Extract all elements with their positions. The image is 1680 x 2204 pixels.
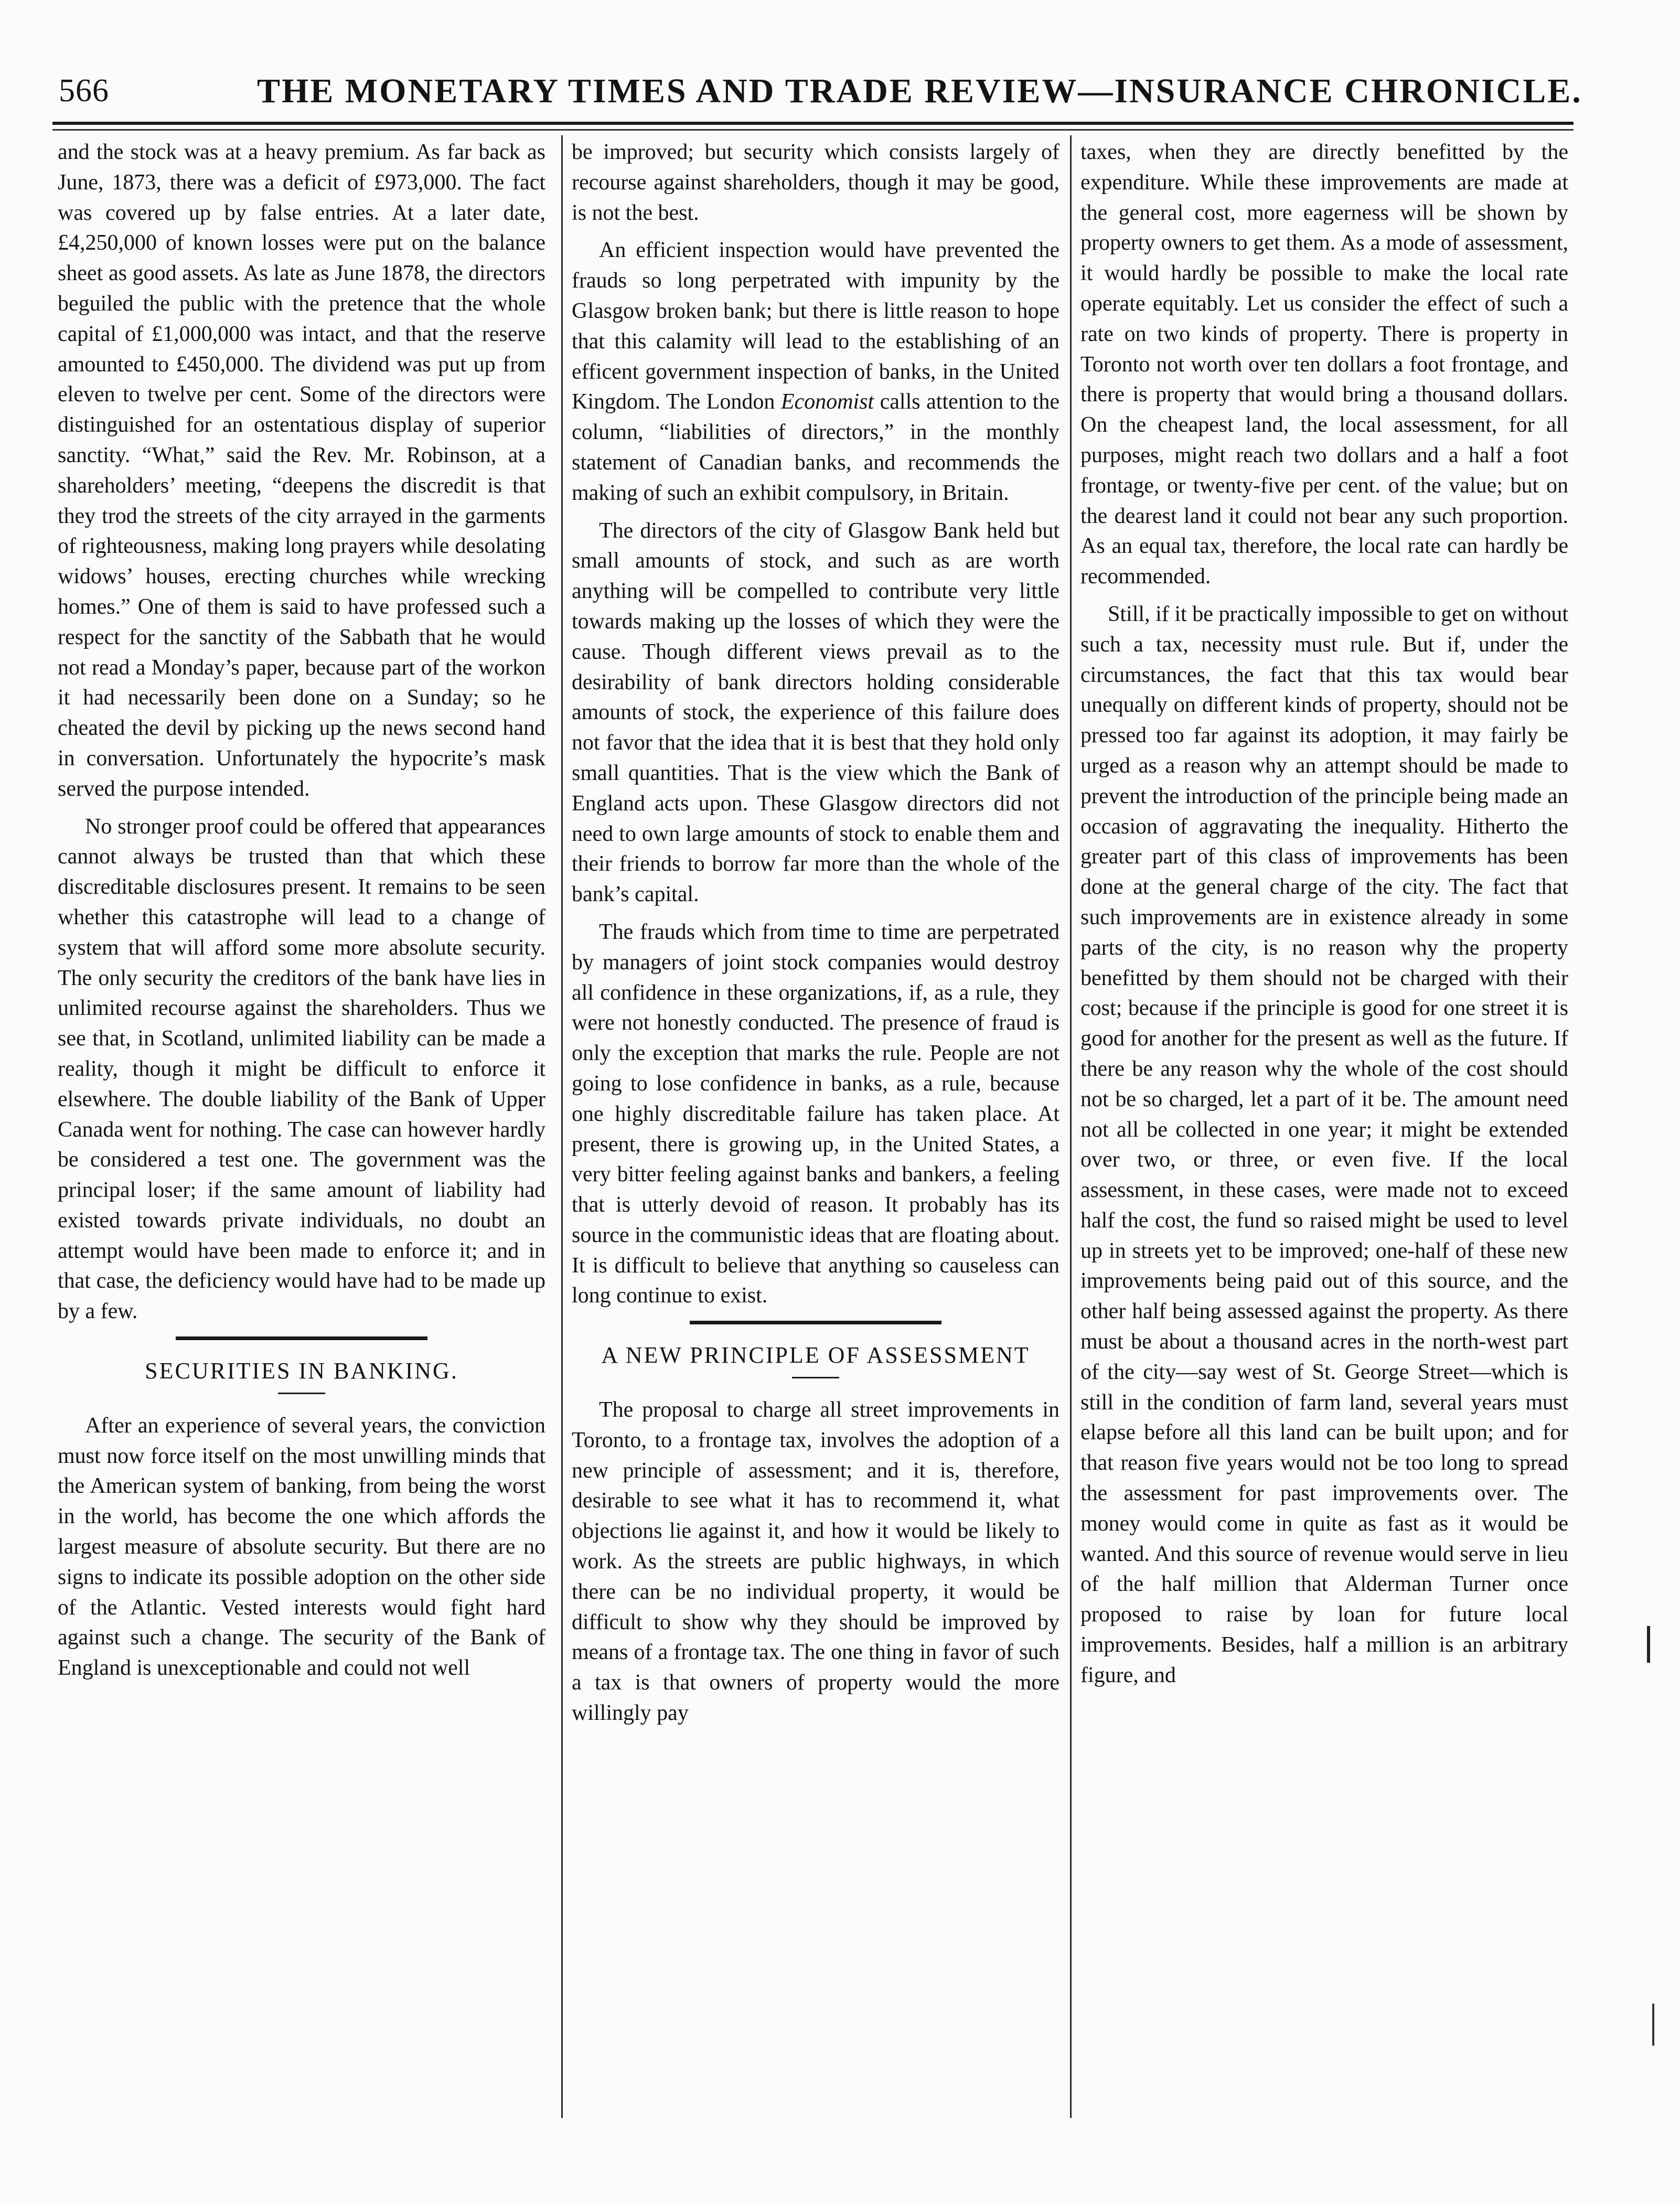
column-divider [561,135,563,2118]
paragraph [572,236,1060,508]
column-2 [572,137,1060,1736]
paragraph: The directors of the city of Glasgow Bank held but small amounts of stock, and such as are worth anything will be compelled to contribute very little towards making up the losses of which they were the cause. Though different views prevail as to the desirability of bank directors holding considerable amounts of stock, the experience of this failure does not favor that the idea that it is best that they hold only small quantities. That is the view which the Bank of England acts upon. These Glasgow directors did not need to own large amounts of stock to enable them and their friends to borrow far more than the whole of the bank’s capital. [572,518,1060,907]
paragraph: The proposal to charge all street improvements in Toronto, to a frontage tax, involves the adoption of a new principle of assessment; and it is, therefore, desirable to see what it has to recommend it, what objections lie against it, and how it would be likely to work. As the streets are public highways, in which there can be no individual property, it would be difficult to show why they should be improved by means of a frontage tax. The one thing in favor of such a tax is that owners of property would the more willingly pay [572,1398,1060,1726]
heading-underline [278,1393,325,1394]
column-3 [1080,137,1568,1698]
heading-underline [792,1377,839,1378]
section-separator [176,1336,427,1340]
paragraph-text: An efficient inspection would have prevented the frauds so long perpetrated with impunity by the Glasgow broken bank; but there is little reason to hope that this calamity will lead to the establishing of an efficent government inspection of banks, in the United Kingdom. The London [572,238,1060,414]
masthead-title: THE MONETARY TIMES AND TRADE REVIEW—INSURANCE CHRONICLE. [257,72,1582,110]
paragraph: No stronger proof could be offered that appearances cannot always be trusted than that which these discreditable disclosures present. It remains to be seen whether this catastrophe will lead to a change of system that will afford some more absolute security. The only security the creditors of the bank have lies in unlimited recourse against the shareholders. Thus we see that, in Scotland, unlimited liability can be made a reality, though it might be difficult to enforce it elsewhere. The double liability of the Bank of Upper Canada went for nothing. The case can however hardly be considered a test one. The government was the principal loser; if the same amount of liability had existed towards private individuals, no doubt an attempt would have been made to enforce it; and in that case, the deficiency would have had to be made up by a few. [58,814,545,1324]
header-rule [52,122,1574,125]
paragraph: After an experience of several years, the conviction must now force itself on the most unwilling minds that the American system of banking, from being the worst in the world, has become the one which affords the largest measure of absolute security. But there are no signs to indicate its possible adoption on the other side of the Atlantic. Vested interests would fight hard against such a change. The security of the Bank of England is unexceptionable and could not well [58,1413,545,1681]
section-heading: SECURITIES IN BANKING. [145,1358,458,1384]
publication-name: Economist [780,390,874,414]
scan-edge-mark [1652,2004,1654,2046]
paragraph: The frauds which from time to time are perpetrated by managers of joint stock companies would destroy all confidence in these organizations, if, as a rule, they were not honestly conducted. The presence of fraud is only the exception that marks the rule. People are not going to lose confidence in banks, as a rule, because one highly discreditable failure has taken place. At present, there is growing up, in the United States, a very bitter feeling against banks and bankers, a feeling that is utterly devoid of reason. It probably has its source in the communistic ideas that are floating about. It is difficult to believe that anything so causeless can long continue to exist. [572,919,1060,1308]
paragraph: Still, if it be practically impossible to get on without such a tax, necessity must rule. But if, under the circumstances, the fact that this tax would bear unequally on different kinds of property, should not be pressed too far against its adoption, it may fairly be urged as a reason why an attempt should be made to prevent the introduction of the principle being made an occasion of aggravating the inequality. Hitherto the greater part of this class of improvements has been done at the general charge of the city. The fact that such improvements are in existence already in some parts of the city, is no reason why the property benefitted by them should not be charged with their cost; because if the principle is good for one street it is good for another for the present as well as the future. If there be any reason why the whole of the cost should not be so charged, let a part of it be. The amount need not all be collected in one year; it might be extended over two, or three, or even five. If the local assessment, in these cases, were made not to exceed half the cost, the fund so raised might be used to level up in streets yet to be improved; one-half of these new improvements being paid out of this source, and the other half being assessed against the property. As there must be about a thousand acres in the north-west part of the city—say west of St. George Street—which is still in the condition of farm land, several years must elapse before all this land can be built upon; and for that reason five years would not be too long to spread the assessment for past improvements over. The money would come in quite as fast as it would be wanted. And this source of revenue would serve in lieu of the half million that Alderman Turner once proposed to raise by loan for future local improvements. Besides, half a million is an arbitrary figure, and [1080,602,1568,1687]
column-1 [58,137,545,1691]
page-header [52,62,1582,120]
column-divider [1070,135,1072,2118]
paragraph-text: calls attention to the column, “liabilities of directors,” in the monthly statement of Canadian banks, and recommends the making of such an exhibit compulsory, in Britain. [572,390,1060,505]
section-heading: A NEW PRINCIPLE OF ASSESSMENT [601,1342,1030,1368]
paragraph: taxes, when they are directly benefitted by the expenditure. While these improvements are made at the general cost, more eagerness will be shown by property owners to get them. As a mode of assessment, it would hardly be possible to make the local rate operate equitably. Let us consider the effect of such a rate on two kinds of property. There is property in Toronto not worth over ten dollars a foot frontage, and there is property that would bring a thousand dollars. On the cheapest land, the local assessment, for all purposes, might reach two dollars and a half a foot frontage, or twenty-five per cent. of the value; but on the dearest land it could not bear any such proportion. As an equal tax, therefore, the local rate can hardly be recommended. [1080,140,1568,589]
paragraph: be improved; but security which consists largely of recourse against shareholders, though it may be good, is not the best. [572,140,1060,225]
scan-edge-mark [1647,1626,1650,1663]
section-separator [690,1321,941,1324]
header-rule-thin [52,129,1574,131]
page-number: 566 [59,73,109,109]
paragraph: and the stock was at a heavy premium. As far back as June, 1873, there was a deficit of £973,000. The fact was covered up by false entries. At a later date, £4,250,000 of known losses were put on the balance sheet as good assets. As late as June 1878, the directors beguiled the public with the pretence that the whole capital of £1,000,000 was intact, and that the reserve amounted to £450,000. The dividend was put up from eleven to twelve per cent. Some of the directors were distinguished for an ostentatious display of superior sanctity. “What,” said the Rev. Mr. Robinson, at a shareholders’ meeting, “deepens the discredit is that they trod the streets of the city arrayed in the garments of righteousness, making long prayers while desolating widows’ houses, erecting churches while wrecking homes.” One of them is said to have professed such a respect for the sanctity of the Sabbath that he would not read a Monday’s paper, because part of the workon it had necessarily been done on a Sunday; so he cheated the devil by picking up the news second hand in conversation. Unfortunately the hypocrite’s mask served the purpose intended. [58,140,545,801]
